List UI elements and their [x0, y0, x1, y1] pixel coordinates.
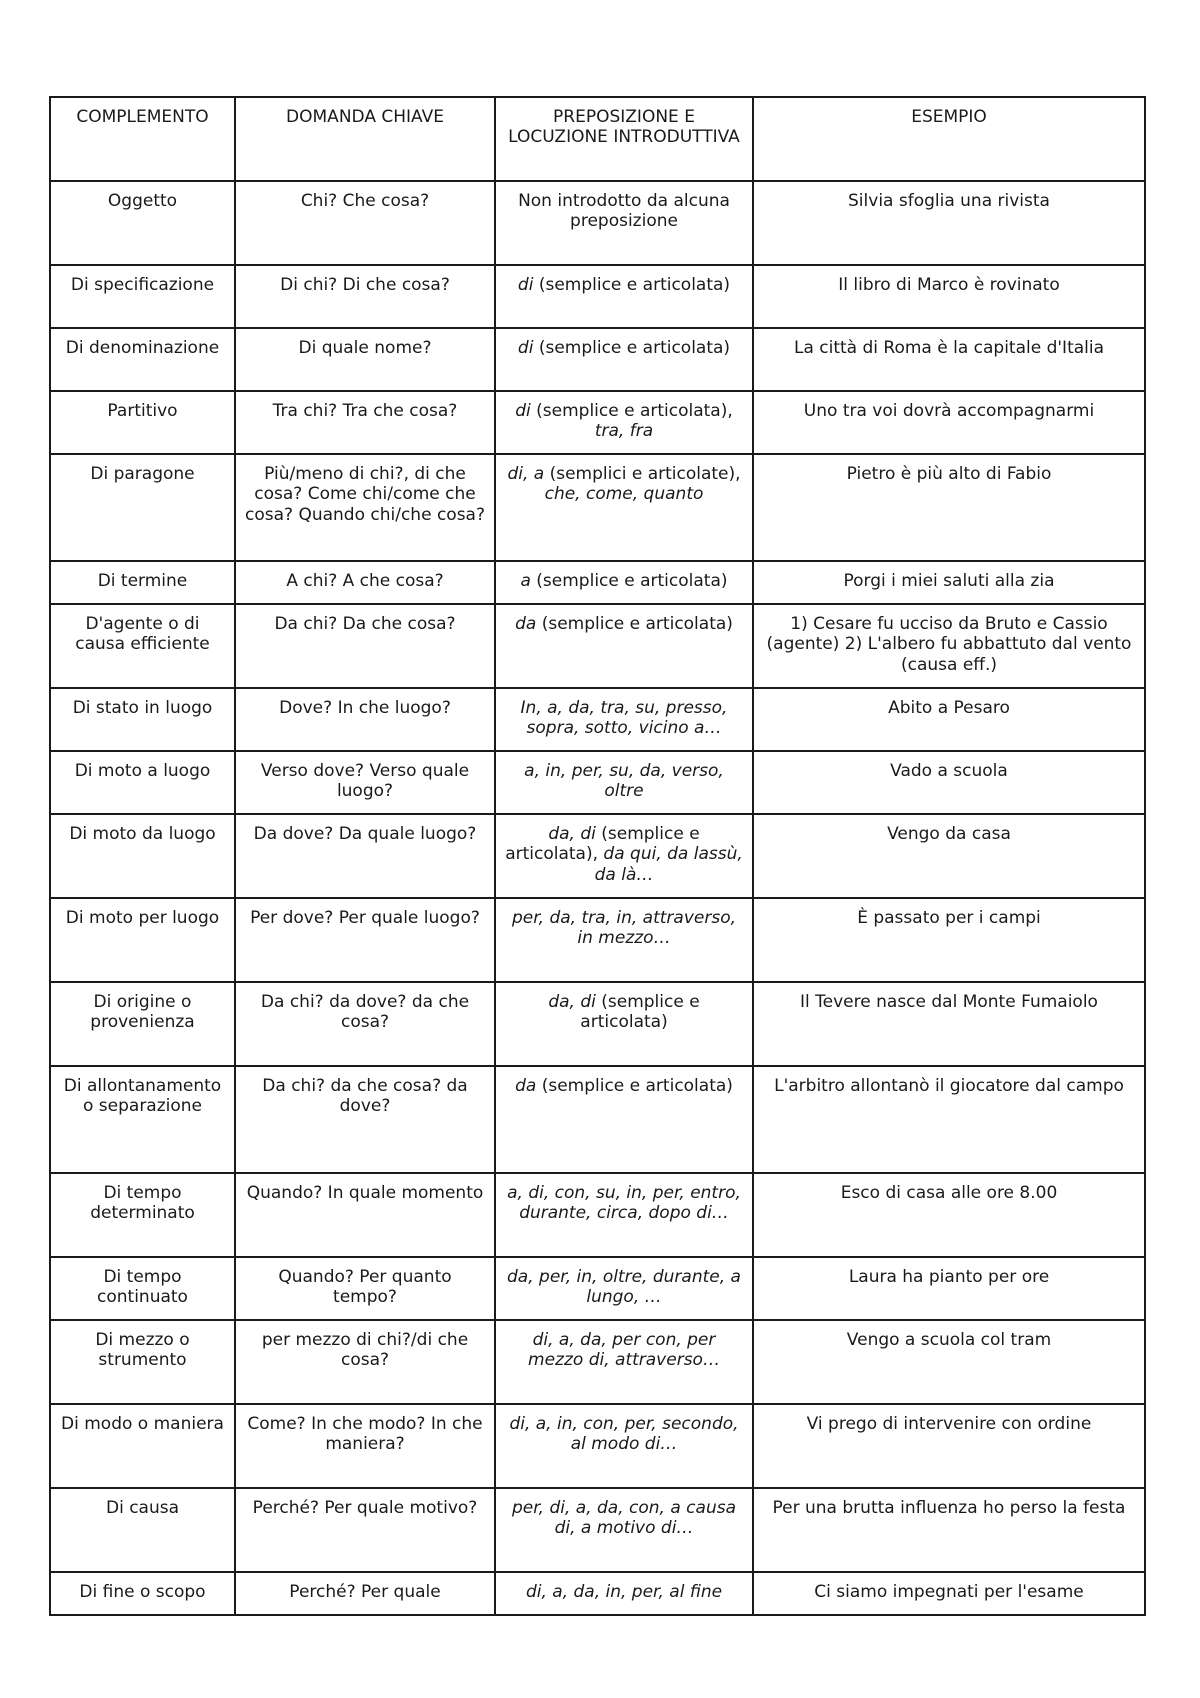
prep-italic: di, a, da, in, per, al fine — [525, 1582, 723, 1602]
cell-esempio: La città di Roma è la capitale d'Italia — [753, 328, 1145, 391]
prep-italic: da — [515, 614, 537, 634]
cell-complemento: Oggetto — [50, 181, 235, 265]
table-row — [50, 1066, 1145, 1173]
cell-esempio: L'arbitro allontanò il giocatore dal campo — [753, 1066, 1145, 1173]
cell-esempio: Il Tevere nasce dal Monte Fumaiolo — [753, 982, 1145, 1066]
cell-preposizione — [495, 1320, 753, 1404]
table-row — [50, 328, 1145, 391]
cell-complemento: Di moto a luogo — [50, 751, 235, 814]
cell-domanda: Perché? Per quale motivo? — [235, 1488, 495, 1572]
cell-domanda: Quando? Per quanto tempo? — [235, 1257, 495, 1320]
prep-plain: (semplici e articolate), — [544, 464, 741, 484]
table-row — [50, 814, 1145, 898]
prep-italic: In, a, da, tra, su, presso, sopra, sotto, vicino a… — [520, 698, 728, 739]
header-cell-preposizione: PREPOSIZIONE E LOCUZIONE INTRODUTTIVA — [495, 97, 753, 181]
cell-domanda: Da chi? da dove? da che cosa? — [235, 982, 495, 1066]
cell-esempio: Porgi i miei saluti alla zia — [753, 561, 1145, 604]
prep-italic: a, di, con, su, in, per, entro, durante, circa, dopo di… — [507, 1183, 741, 1224]
header-cell-domanda: DOMANDA CHIAVE — [235, 97, 495, 181]
prep-italic: per, di, a, da, con, a causa di, a motivo di… — [511, 1498, 736, 1539]
cell-esempio: 1) Cesare fu ucciso da Bruto e Cassio (agente) 2) L'albero fu abbattuto dal vento (causa eff.) — [753, 604, 1145, 688]
cell-preposizione — [495, 814, 753, 898]
cell-domanda: Perché? Per quale — [235, 1572, 495, 1615]
cell-preposizione — [495, 688, 753, 751]
prep-italic: da, di — [548, 992, 596, 1012]
cell-preposizione — [495, 391, 753, 454]
cell-esempio: Vi prego di intervenire con ordine — [753, 1404, 1145, 1488]
prep-plain: (semplice e articolata) — [536, 614, 733, 634]
cell-esempio: Pietro è più alto di Fabio — [753, 454, 1145, 561]
prep-italic: di — [517, 275, 534, 295]
cell-complemento: Di moto da luogo — [50, 814, 235, 898]
cell-domanda: Di quale nome? — [235, 328, 495, 391]
cell-preposizione — [495, 1066, 753, 1173]
prep-italic: per, da, tra, in, attraverso, in mezzo… — [511, 908, 736, 949]
cell-complemento: Di tempo determinato — [50, 1173, 235, 1257]
prep-italic: a — [520, 571, 531, 591]
prep-plain: (semplice e articolata) — [580, 992, 700, 1033]
cell-preposizione — [495, 1572, 753, 1615]
cell-domanda: Per dove? Per quale luogo? — [235, 898, 495, 982]
cell-complemento: Di mezzo o strumento — [50, 1320, 235, 1404]
cell-domanda: Quando? In quale momento — [235, 1173, 495, 1257]
cell-esempio: Ci siamo impegnati per l'esame — [753, 1572, 1145, 1615]
cell-domanda: Più/meno di chi?, di che cosa? Come chi/come che cosa? Quando chi/che cosa? — [235, 454, 495, 561]
prep-plain: (semplice e articolata) — [533, 275, 731, 295]
table-row — [50, 688, 1145, 751]
cell-complemento: Di origine o provenienza — [50, 982, 235, 1066]
cell-esempio: Vado a scuola — [753, 751, 1145, 814]
table-row — [50, 1572, 1145, 1615]
cell-complemento: Di termine — [50, 561, 235, 604]
cell-complemento: Di moto per luogo — [50, 898, 235, 982]
prep-italic-2: che, come, quanto — [544, 484, 704, 505]
table-row — [50, 1173, 1145, 1257]
cell-domanda: Come? In che modo? In che maniera? — [235, 1404, 495, 1488]
table-row — [50, 561, 1145, 604]
prep-italic-2: da qui, da lassù, da là… — [594, 844, 743, 885]
prep-italic: da — [515, 1076, 537, 1096]
cell-complemento: Di allontanamento o separazione — [50, 1066, 235, 1173]
cell-domanda: Da chi? Da che cosa? — [235, 604, 495, 688]
cell-complemento: Partitivo — [50, 391, 235, 454]
cell-domanda: Di chi? Di che cosa? — [235, 265, 495, 328]
cell-preposizione — [495, 604, 753, 688]
cell-complemento: Di causa — [50, 1488, 235, 1572]
cell-preposizione — [495, 982, 753, 1066]
cell-domanda: Chi? Che cosa? — [235, 181, 495, 265]
cell-complemento: Di paragone — [50, 454, 235, 561]
table-row — [50, 265, 1145, 328]
table-row — [50, 391, 1145, 454]
cell-esempio: Vengo a scuola col tram — [753, 1320, 1145, 1404]
prep-italic: da, di — [548, 824, 596, 844]
cell-domanda: Verso dove? Verso quale luogo? — [235, 751, 495, 814]
table-row — [50, 898, 1145, 982]
header-cell-esempio: ESEMPIO — [753, 97, 1145, 181]
cell-preposizione — [495, 265, 753, 328]
cell-esempio: Abito a Pesaro — [753, 688, 1145, 751]
cell-preposizione — [495, 751, 753, 814]
prep-italic: da, per, in, oltre, durante, a lungo, … — [507, 1267, 741, 1308]
cell-esempio: È passato per i campi — [753, 898, 1145, 982]
cell-complemento: Di fine o scopo — [50, 1572, 235, 1615]
table-row — [50, 982, 1145, 1066]
cell-preposizione — [495, 1488, 753, 1572]
cell-domanda: Da dove? Da quale luogo? — [235, 814, 495, 898]
cell-preposizione — [495, 1404, 753, 1488]
prep-italic: di, a, da, per con, per mezzo di, attraverso… — [528, 1330, 720, 1371]
table-row — [50, 181, 1145, 265]
prep-italic: di, a, in, con, per, secondo, al modo di… — [509, 1414, 739, 1455]
cell-preposizione — [495, 1257, 753, 1320]
cell-domanda: Da chi? da che cosa? da dove? — [235, 1066, 495, 1173]
table-row — [50, 604, 1145, 688]
table-row — [50, 1488, 1145, 1572]
cell-domanda: Tra chi? Tra che cosa? — [235, 391, 495, 454]
prep-italic: di — [517, 338, 534, 358]
cell-domanda: Dove? In che luogo? — [235, 688, 495, 751]
prep-italic-2: tra, fra — [594, 421, 654, 442]
prep-plain: Non introdotto da alcuna preposizione — [518, 191, 730, 232]
table-row — [50, 1320, 1145, 1404]
cell-complemento: Di modo o maniera — [50, 1404, 235, 1488]
cell-esempio: Uno tra voi dovrà accompagnarmi — [753, 391, 1145, 454]
table-row — [50, 1257, 1145, 1320]
table-row — [50, 1404, 1145, 1488]
cell-complemento: Di tempo continuato — [50, 1257, 235, 1320]
cell-preposizione — [495, 898, 753, 982]
complementi-table — [49, 96, 1146, 1616]
cell-esempio: Vengo da casa — [753, 814, 1145, 898]
cell-complemento: D'agente o di causa efficiente — [50, 604, 235, 688]
prep-plain: (semplice e articolata), — [530, 401, 733, 421]
cell-preposizione — [495, 328, 753, 391]
cell-esempio: Il libro di Marco è rovinato — [753, 265, 1145, 328]
prep-plain: (semplice e articolata) — [533, 338, 731, 358]
cell-esempio: Laura ha pianto per ore — [753, 1257, 1145, 1320]
cell-complemento: Di denominazione — [50, 328, 235, 391]
table-row — [50, 751, 1145, 814]
cell-esempio: Per una brutta influenza ho perso la festa — [753, 1488, 1145, 1572]
prep-plain: (semplice e articolata) — [536, 1076, 733, 1096]
cell-domanda: per mezzo di chi?/di che cosa? — [235, 1320, 495, 1404]
prep-italic: di, a — [507, 464, 545, 484]
prep-plain: (semplice e articolata), — [505, 824, 700, 865]
prep-plain: (semplice e articolata) — [530, 571, 728, 591]
cell-preposizione — [495, 181, 753, 265]
cell-preposizione — [495, 454, 753, 561]
table-row — [50, 454, 1145, 561]
table-header-row — [50, 97, 1145, 181]
cell-complemento: Di stato in luogo — [50, 688, 235, 751]
prep-italic: di — [515, 401, 531, 421]
cell-esempio: Silvia sfoglia una rivista — [753, 181, 1145, 265]
cell-domanda: A chi? A che cosa? — [235, 561, 495, 604]
header-cell-complemento: COMPLEMENTO — [50, 97, 235, 181]
cell-preposizione — [495, 1173, 753, 1257]
prep-italic: a, in, per, su, da, verso, oltre — [524, 761, 724, 802]
cell-complemento: Di specificazione — [50, 265, 235, 328]
cell-preposizione — [495, 561, 753, 604]
cell-esempio: Esco di casa alle ore 8.00 — [753, 1173, 1145, 1257]
